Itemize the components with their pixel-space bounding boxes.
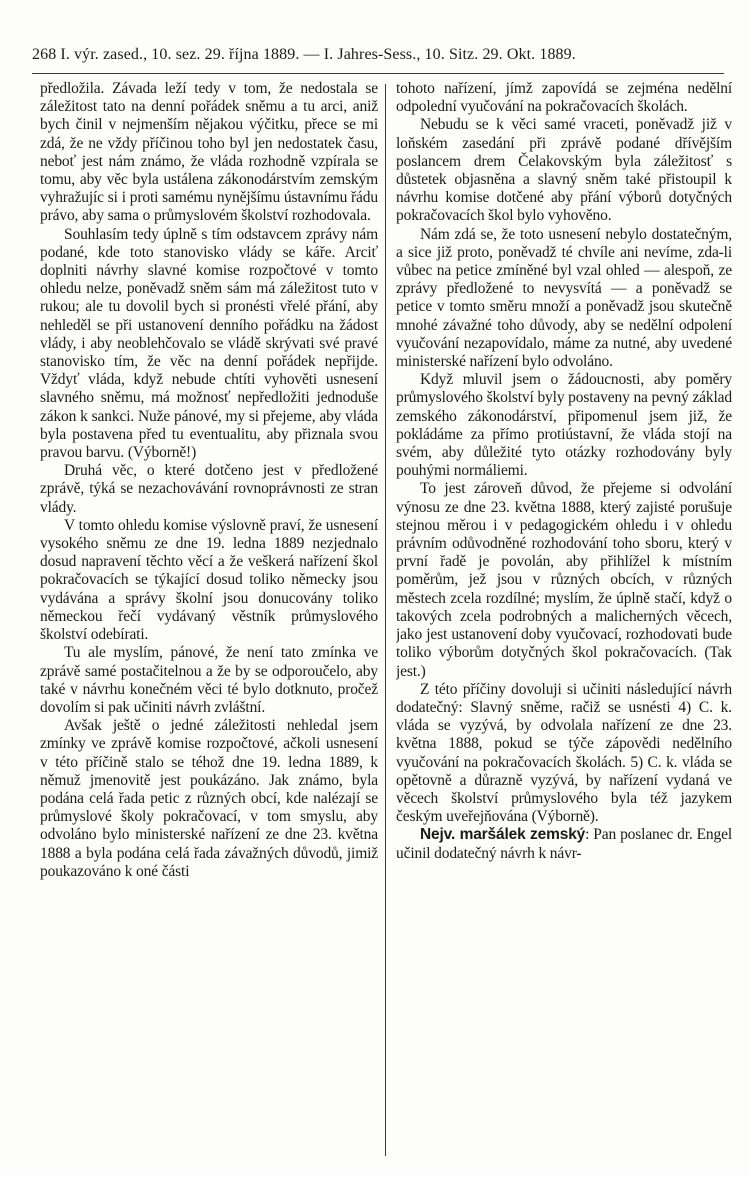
paragraph: tohoto nařízení, jímž zapovídá se zejména nedělní odpolední vyučování na pokračovacích školách. — [396, 80, 732, 116]
paragraph: Když mluvil jsem o žádoucnosti, aby poměry průmyslového školství byly postaveny na pevný základ zemského zákonodárství, připomenul jsem již, že pokládáme za přímo protiústavní, že vláda stojí na svém, aby důležité tyto otázky rozhodovány byly pouhými normáliemi. — [396, 371, 732, 480]
paragraph: To jest zároveň důvod, že přejeme si odvolání výnosu ze dne 23. května 1888, který zajisté porušuje stejnou měrou i v pedagogickém ohledu i v ohledu právním odůvodněné rozhodování toho sboru, který v první řadě je povolán, aby přihlížel k místním poměrům, jež jsou v různých obcích, v různých městech zcela rozdílné; myslím, že úplně stačí, když o takových zcela podrobných a malicherných věcech, jako jest ustanovení doby vyučovací, rozhodovati bude toliko výborům dotyčných škol pokračovacích. (Tak jest.) — [396, 480, 732, 680]
paragraph: Nám zdá se, že toto usnesení nebylo dostatečným, a sice již proto, poněvadž té chvíle ani nevíme, zda-li vůbec na petice zmíněné byl vzal ohled — alespoň, ze zprávy předložené to nevysvítá — a poněvadž se petice v tomto směru množí a poněvadž jsou skutečně mnohé závažné toho důvody, aby se nedělní odpolení vyučování nezapovídalo, máme za nutné, aby uvedené ministerské nařízení bylo odvoláno. — [396, 225, 732, 371]
speaker-text: : Pan poslanec dr. Engel učinil dodatečný návrh k návr- — [396, 826, 732, 862]
paragraph: Avšak ještě o jedné záležitosti nehledal jsem zmínky ve zprávě komise rozpočtové, ačkoli usnesení v této příčině stalo se téhož dne 19. ledna 1889, k němuž jmenovitě jest poukázáno. Jak známo, byla podána celá řada petic z různých obcí, kde nalézají se průmyslové školy pokračovací, v tom smyslu, aby odvoláno bylo ministerské nařízení ze dne 23. května 1888 a byla podána celá řada závažných důvodů, jimiž poukazováno k oné části — [40, 717, 378, 880]
paragraph: předložila. Závada leží tedy v tom, že nedostala se záležitost tato na denní pořádek sněmu a tu arci, aniž bych činil v nejmenším nějakou výčitku, přece se mi zdá, že ne vždy příčinou toho byl jen nedostatek času, neboť jest nám známo, že vláda rozhodně vzpírala se tomu, aby věc byla ustálena zákonodárstvím zemským vyhražujíc si i proti samému nynějšímu ústavnímu řádu právo, aby sama o průmyslovém školství rozhodovala. — [40, 80, 378, 225]
paragraph: Tu ale myslím, pánové, že není tato zmínka ve zprávě samé postačitelnou a že by se odporoučelo, aby také v návrhu konečném věci té bylo dotknuto, pročež dovolím si pak učiniti návrh zvláštní. — [40, 644, 378, 716]
left-column — [40, 80, 378, 1160]
header-rule — [32, 73, 724, 74]
speaker-paragraph — [396, 826, 732, 862]
paragraph: V tomto ohledu komise výslovně praví, že usnesení vysokého sněmu ze dne 19. ledna 1889 nezjednalo dosud napravení těchto věcí a že veškerá nařízení škol pokračovacích se týkající dosud toliko německy jsou vydávána a správy školní jsou donucovány toliko německou řečí vydávaný věstník průmyslového školství odebírati. — [40, 516, 378, 644]
right-column — [396, 80, 732, 1160]
paragraph: Nebudu se k věci samé vraceti, poněvadž již v loňském zasedání při zprávě podané dřívějším poslancem drem Čelakovským byla záležitosť s důstetek objasněna a slavný sněm také přistoupil k návrhu komise dotčené aby přání výborů dotyčných pokračovacích škol bylo vyhověno. — [396, 116, 732, 225]
paragraph: Druhá věc, o které dotčeno jest v předložené zprávě, týká se nezachovávání rovnoprávnosti ze stran vlády. — [40, 462, 378, 516]
column-divider — [385, 84, 386, 1156]
paragraph: Souhlasím tedy úplně s tím odstavcem zprávy nám podané, kde toto stanovisko vlády se káře. Arciť doplniti návrhy slavné komise rozpočtové v tomto ohledu nelze, poněvadž sněm sám má záležitost tuto v rukou; ale tu dovolil bych si pronésti vřelé přání, aby nehleděl se při ustanovení denního pořádku na žádost vlády, i aby neoblehčovalo se vládě skrývati své pravé stanovisko tím, že věc na denní pořádek nepřijde. Vždyť vláda, když nebude chtíti vyhověti usnesení slavného sněmu, má možnosť nepředložiti jednoduše zákon k sankci. Nuže pánové, my si přejeme, aby vláda byla postavena před tu eventualitu, aby přiznala svou pravou barvu. (Výborně!) — [40, 225, 378, 462]
paragraph: Z této příčiny dovoluji si učiniti následující návrh dodatečný: Slavný sněme, račiž se usnésti 4) C. k. vláda se vyzývá, by odvolala nařízení ze dne 23. května 1888, pokud se týče zápovědi nedělního vyučování na pokračovacích školách. 5) C. k. vláda se opětovně a důrazně vyzývá, by nařízení vydaná ve věcech školství průmyslového byla též jazykem českým uveřejňována (Výborně). — [396, 680, 732, 826]
page-header: 268 I. výr. zased., 10. sez. 29. října 1889. — I. Jahres-Sess., 10. Sitz. 29. Okt. 1889. — [32, 46, 576, 63]
speaker-name: Nejv. maršálek zemský — [420, 826, 586, 844]
